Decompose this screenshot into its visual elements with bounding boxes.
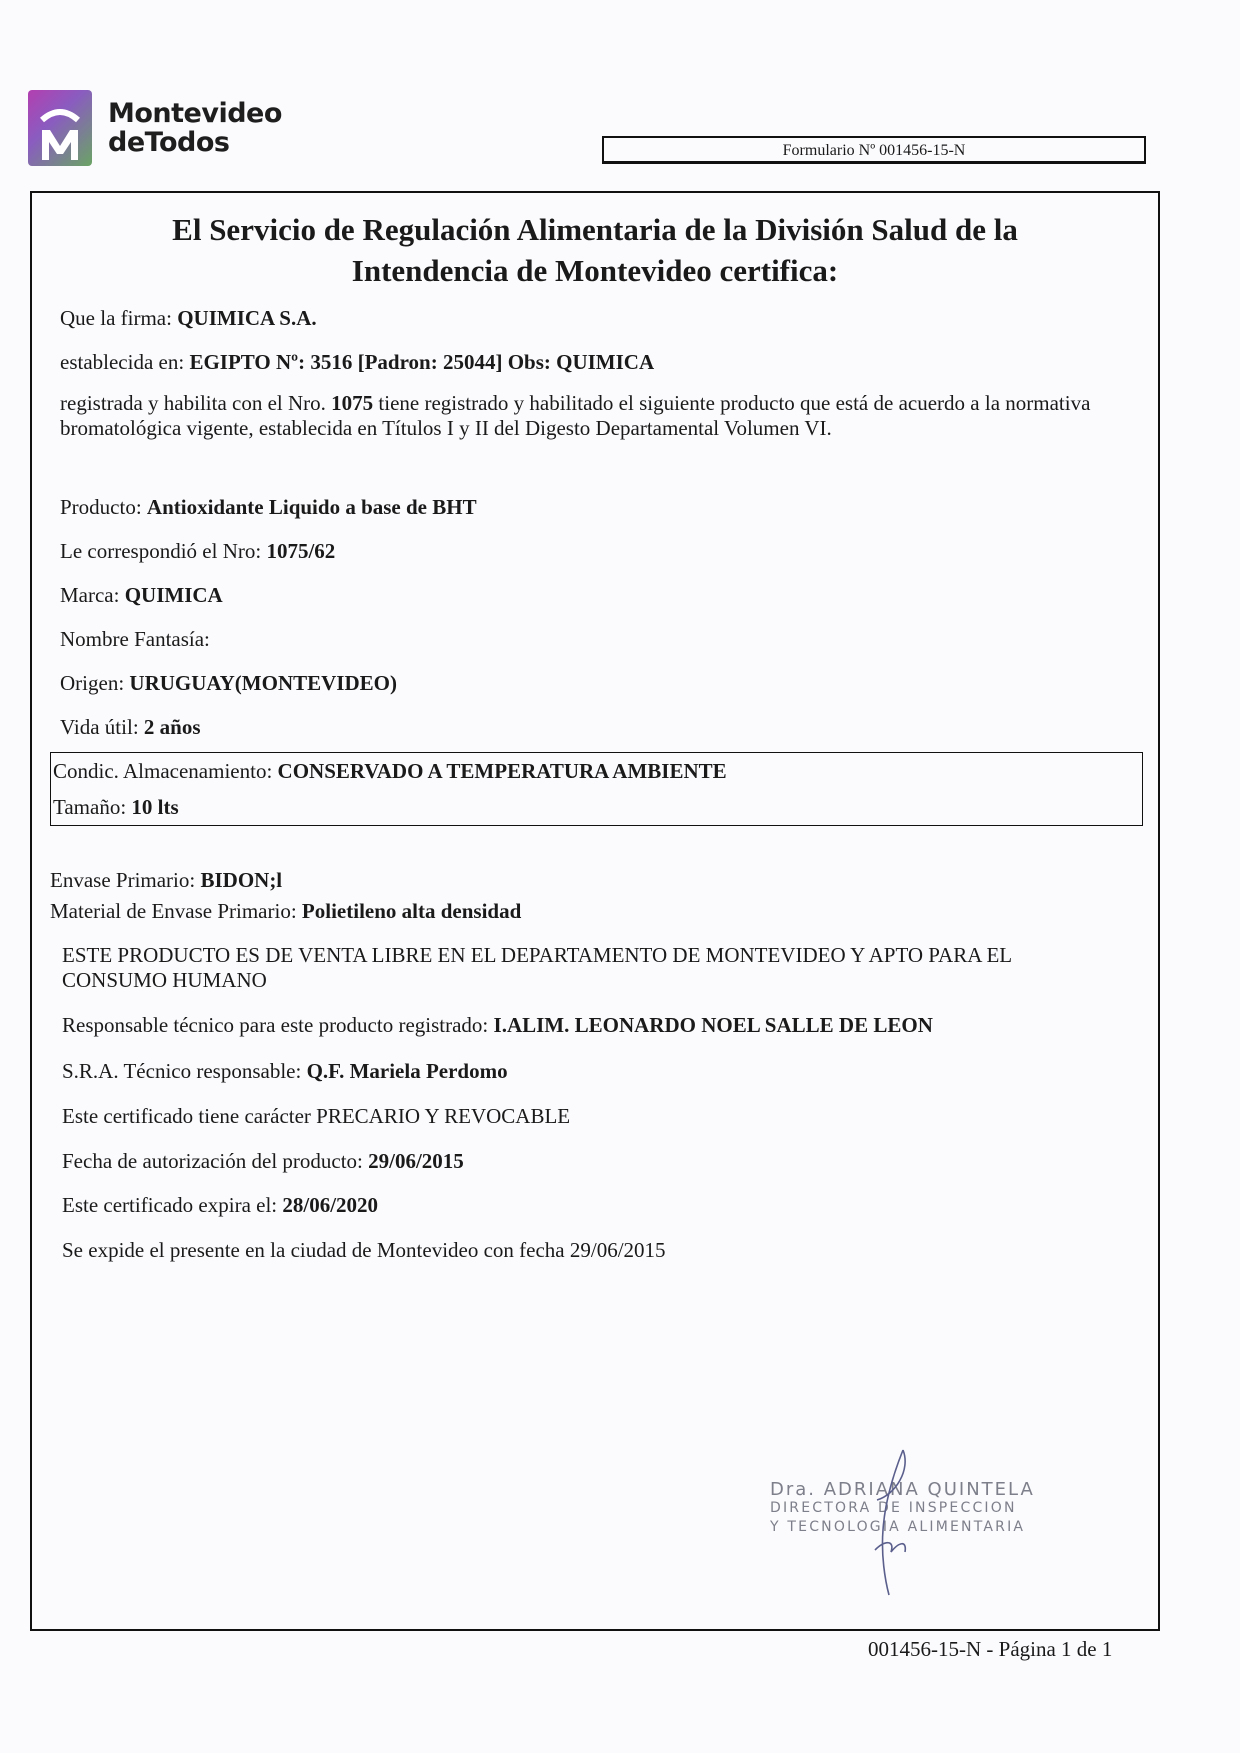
title-line2: Intendencia de Montevideo certifica: [351,253,839,288]
storage-cond-label: Condic. Almacenamiento: [53,759,273,783]
title-line1: El Servicio de Regulación Alimentaria de la División Salud de la [172,212,1018,247]
registro-paragraph [60,391,1110,441]
expira-line [62,1193,378,1218]
firma-label: Que la firma: [60,306,172,330]
field-marca [60,583,223,608]
expira-value: 28/06/2020 [282,1193,379,1217]
material-value: Polietileno alta densidad [301,899,522,923]
logo-line1: Montevideo [108,98,282,129]
stamp-line1: Dra. ADRIANA QUINTELA [770,1479,1035,1500]
establecida-line [60,350,654,375]
field-vida-util [60,715,201,740]
registro-pre: registrada y habilita con el Nro. [60,391,326,415]
responsable-label: Responsable técnico para este producto registrado: [62,1013,489,1037]
material-line [50,899,521,924]
stamp-line3: Y TECNOLOGIA ALIMENTARIA [770,1519,1026,1535]
form-number-box: Formulario Nº 001456-15-N [602,136,1146,164]
field-nombre-fantasia [60,627,210,652]
field-value: URUGUAY(MONTEVIDEO) [129,671,397,695]
sra-label: S.R.A. Técnico responsable: [62,1059,302,1083]
storage-size [53,795,179,820]
storage-cond-value: CONSERVADO A TEMPERATURA AMBIENTE [277,759,727,783]
field-producto [60,495,477,520]
venta-libre-notice: ESTE PRODUCTO ES DE VENTA LIBRE EN EL DEPARTAMENTO DE MONTEVIDEO Y APTO PARA EL CONSUMO HUMANO [62,943,1012,992]
storage-box [50,752,1143,826]
certificate-title [32,209,1158,291]
stamp-line2: DIRECTORA DE INSPECCION [770,1500,1017,1516]
field-value: QUIMICA [124,583,223,607]
field-value: 2 años [143,715,201,739]
field-label: Producto: [60,495,142,519]
envase-line [50,868,282,893]
sra-line [62,1059,508,1084]
responsable-line [62,1013,933,1038]
registro-post: tiene registrado y habilitado el siguiente producto que está de acuerdo a la normativa bromatológica vigente, establecida en Títulos I y II del Digesto Departamental Volumen VI. [60,391,1091,440]
field-value: 1075/62 [266,539,336,563]
firma-value: QUIMICA S.A. [177,306,317,330]
certificate-box [30,191,1160,1631]
establecida-label: establecida en: [60,350,185,374]
envase-label: Envase Primario: [50,868,196,892]
field-label: Nombre Fantasía: [60,627,210,651]
handwritten-signature [855,1440,935,1600]
responsable-value: I.ALIM. LEONARDO NOEL SALLE DE LEON [493,1013,933,1037]
expira-label: Este certificado expira el: [62,1193,278,1217]
storage-size-label: Tamaño: [53,795,127,819]
material-label: Material de Envase Primario: [50,899,297,923]
caracter-line: Este certificado tiene carácter PRECARIO Y REVOCABLE [62,1104,571,1128]
fecha-autorizacion-line [62,1149,464,1174]
registro-nro: 1075 [331,391,374,415]
field-nro [60,539,335,564]
logo-line2: deTodos [108,127,230,158]
field-origen [60,671,397,696]
field-label: Marca: [60,583,120,607]
montevideo-logo [28,90,282,166]
field-label: Vida útil: [60,715,139,739]
firma-line [60,306,317,331]
fecha-aut-label: Fecha de autorización del producto: [62,1149,363,1173]
field-label: Origen: [60,671,125,695]
storage-condition [53,759,727,784]
expide-line: Se expide el presente en la ciudad de Montevideo con fecha 29/06/2015 [62,1238,666,1262]
field-value: Antioxidante Liquido a base de BHT [146,495,477,519]
sra-value: Q.F. Mariela Perdomo [306,1059,508,1083]
page-footer: 001456-15-N - Página 1 de 1 [868,1637,1113,1661]
logo-m-icon [28,90,92,166]
envase-value: BIDON;l [200,868,283,892]
field-label: Le correspondió el Nro: [60,539,262,563]
storage-size-value: 10 lts [131,795,179,819]
fecha-aut-value: 29/06/2015 [368,1149,464,1173]
establecida-value: EGIPTO Nº: 3516 [Padron: 25044] Obs: QUIMICA [189,350,655,374]
